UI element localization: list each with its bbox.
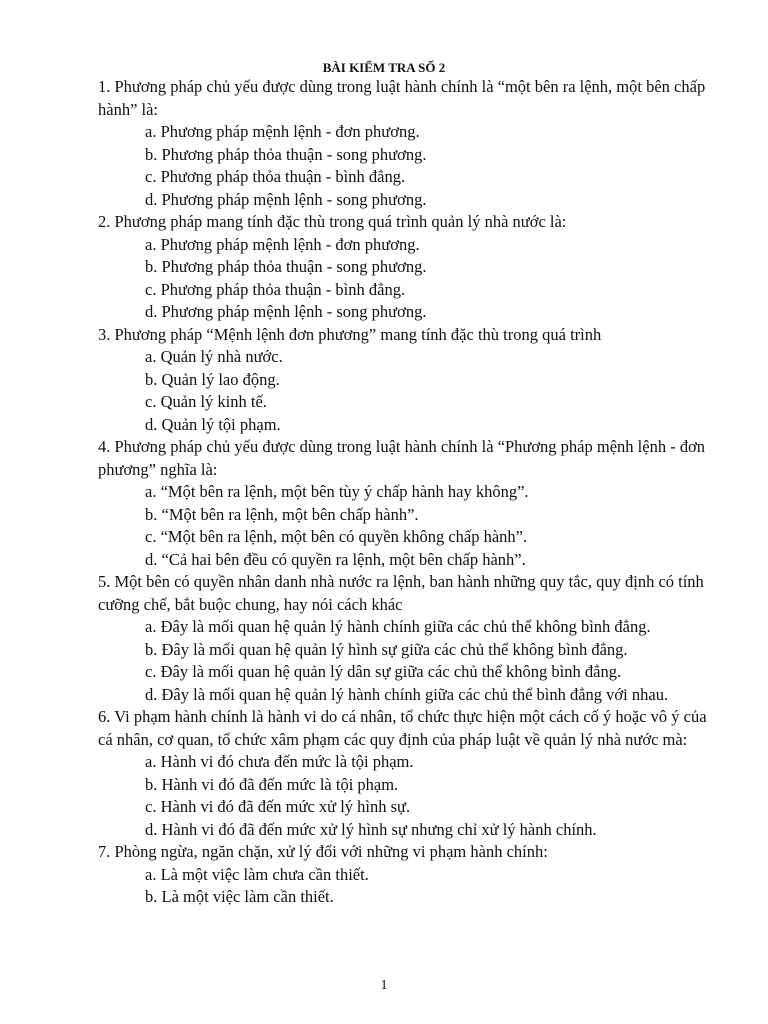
question-2 <box>98 211 718 324</box>
question-text: 7. Phòng ngừa, ngăn chặn, xử lý đối với những vi phạm hành chính: <box>98 842 548 861</box>
page-number: 1 <box>380 978 388 993</box>
answer-option: c. “Một bên ra lệnh, một bên có quyền không chấp hành”. <box>145 527 528 546</box>
answer-option: b. Phương pháp thỏa thuận - song phương. <box>145 257 427 276</box>
question-7 <box>98 841 718 909</box>
answer-option: a. Hành vi đó chưa đến mức là tội phạm. <box>145 752 414 771</box>
answer-option: b. “Một bên ra lệnh, một bên chấp hành”. <box>145 504 419 524</box>
answer-option: a. Đây là mối quan hệ quản lý hành chính giữa các chủ thể không bình đẳng. <box>145 617 651 636</box>
answer-option: b. Đây là mối quan hệ quản lý hình sự giữa các chủ thể không bình đẳng. <box>145 639 628 659</box>
answer-option: d. Quản lý tội phạm. <box>145 414 281 434</box>
answer-option: d. Hành vi đó đã đến mức xử lý hình sự nhưng chỉ xử lý hành chính. <box>145 819 597 839</box>
answer-options <box>98 481 718 571</box>
answer-options <box>98 234 718 324</box>
answer-option: a. Phương pháp mệnh lệnh - đơn phương. <box>145 122 420 141</box>
answer-option: b. Hành vi đó đã đến mức là tội phạm. <box>145 774 399 794</box>
answer-option: c. Hành vi đó đã đến mức xử lý hình sự. <box>145 797 411 816</box>
question-4 <box>98 436 718 571</box>
answer-option: a. Quản lý nhà nước. <box>145 347 283 366</box>
answer-option: b. Là một việc làm cần thiết. <box>145 887 334 906</box>
question-text: 5. Một bên có quyền nhân danh nhà nước ra lệnh, ban hành những quy tắc, quy định có tính cưỡng chế, bắt buộc chung, hay nói cách khác <box>98 572 704 614</box>
question-text: 1. Phương pháp chủ yếu được dùng trong luật hành chính là “một bên ra lệnh, một bên chấp hành” là: <box>98 77 706 119</box>
question-text: 2. Phương pháp mang tính đặc thù trong quá trình quản lý nhà nước là: <box>98 212 567 231</box>
answer-option: d. Phương pháp mệnh lệnh - song phương. <box>145 189 427 209</box>
answer-option: c. Đây là mối quan hệ quản lý dân sự giữa các chủ thể không bình đẳng. <box>145 662 622 681</box>
answer-options <box>98 751 718 841</box>
answer-option: d. Phương pháp mệnh lệnh - song phương. <box>145 302 427 321</box>
answer-option: a. Phương pháp mệnh lệnh - đơn phương. <box>145 234 420 254</box>
question-text: 6. Vi phạm hành chính là hành vi do cá nhân, tổ chức thực hiện một cách cố ý hoặc vô ý của cá nhân, cơ quan, tổ chức xâm phạm các quy định của pháp luật về quản lý nhà nước mà: <box>98 707 707 749</box>
answer-options <box>98 346 718 436</box>
question-5 <box>98 571 718 706</box>
answer-option: c. Phương pháp thỏa thuận - bình đẳng. <box>145 279 406 299</box>
answer-options <box>98 864 718 909</box>
answer-options <box>98 616 718 706</box>
question-1 <box>98 76 718 211</box>
answer-option: d. Đây là mối quan hệ quản lý hành chính giữa các chủ thể bình đẳng với nhau. <box>145 684 669 704</box>
answer-options <box>98 121 718 211</box>
question-text: 3. Phương pháp “Mệnh lệnh đơn phương” mang tính đặc thù trong quá trình <box>98 324 602 344</box>
answer-option: a. “Một bên ra lệnh, một bên tùy ý chấp hành hay không”. <box>145 482 529 501</box>
answer-option: c. Quản lý kinh tế. <box>145 392 267 411</box>
question-6 <box>98 706 718 841</box>
question-list <box>98 76 718 909</box>
answer-option: a. Là một việc làm chưa cần thiết. <box>145 864 369 884</box>
answer-option: c. Phương pháp thỏa thuận - bình đẳng. <box>145 167 406 186</box>
answer-option: b. Phương pháp thỏa thuận - song phương. <box>145 144 427 164</box>
answer-option: d. “Cả hai bên đều có quyền ra lệnh, một bên chấp hành”. <box>145 549 526 569</box>
question-text: 4. Phương pháp chủ yếu được dùng trong luật hành chính là “Phương pháp mệnh lệnh - đơn phương” nghĩa là: <box>98 437 706 479</box>
question-3 <box>98 324 718 437</box>
answer-option: b. Quản lý lao động. <box>145 369 280 389</box>
page-title: BÀI KIỂM TRA SỐ 2 <box>322 60 446 75</box>
